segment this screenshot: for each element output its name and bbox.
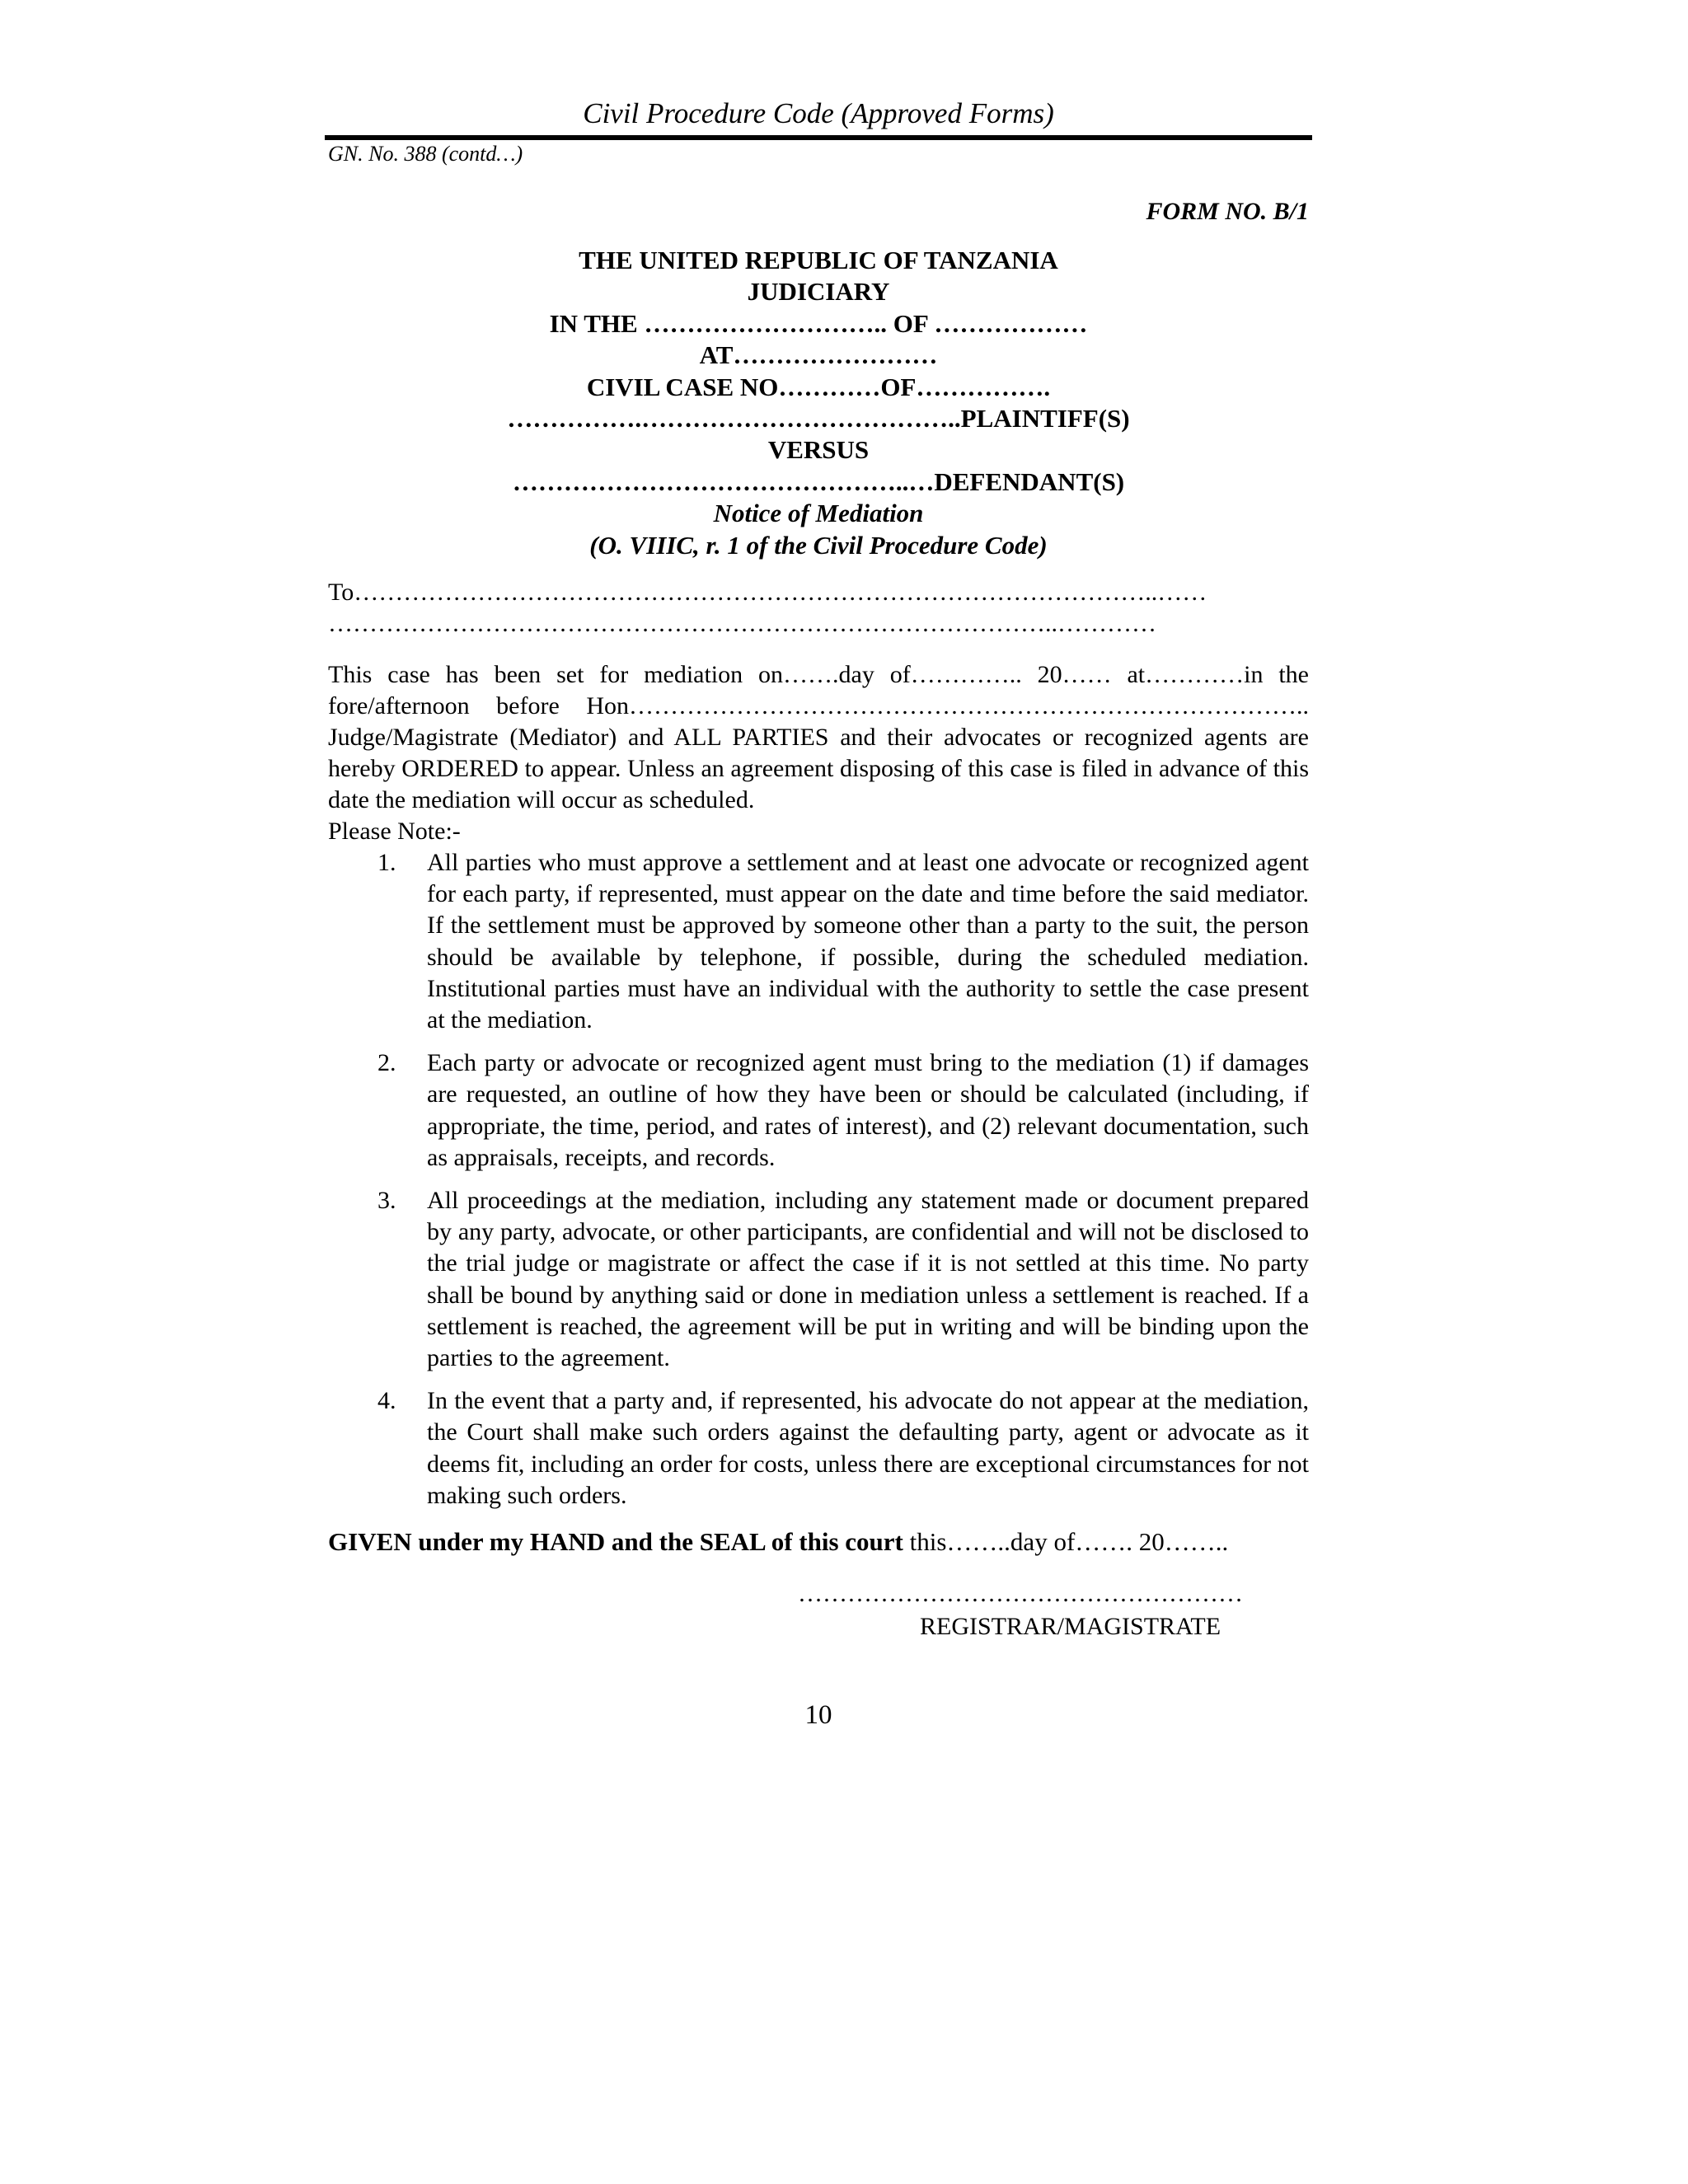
form-heading — [328, 245, 1309, 561]
addressee-line-2: ……………………………………………………………………………..………… — [328, 610, 1156, 637]
notes-list — [328, 847, 1309, 1523]
republic-title: THE UNITED REPUBLIC OF TANZANIA — [579, 246, 1058, 274]
judiciary-title: JUDICIARY — [747, 277, 890, 307]
notice-title: Notice of Mediation — [713, 499, 924, 528]
gazette-notice-line: GN. No. 388 (contd…) — [328, 142, 523, 166]
list-item-number: 2. — [377, 1049, 396, 1077]
signature-line: ……………………………………………… — [798, 1580, 1243, 1607]
signatory-title: REGISTRAR/MAGISTRATE — [920, 1613, 1221, 1640]
list-item-number: 4. — [377, 1387, 396, 1415]
list-item-text: In the event that a party and, if represented, his advocate do not appear at the mediation, the Court shall make such orders against the defaulting party, agent or advocate as it deems fit, including an order for costs, unless there are exceptional circumstances for not making such orders. — [427, 1387, 1309, 1509]
addressee-line-1: To……………………………………………………………………………………..…… — [328, 579, 1207, 606]
mediation-order-paragraph: This case has been set for mediation on…….day of………….. 20…… at…………in the fore/afternoon before Hon……………………………………………………………………….. Judge/Magistrate (Mediator) and ALL PARTIES and their advocates or recognized agents are hereby ORDERED to appear. Unless an agreement disposing of this case is filed in advance of this date the mediation will occur as scheduled. — [328, 661, 1309, 813]
list-item-number: 3. — [377, 1187, 396, 1215]
list-item — [328, 1385, 1309, 1511]
header-rule — [325, 135, 1312, 140]
list-item — [328, 1047, 1309, 1174]
running-head: Civil Procedure Code (Approved Forms) — [583, 97, 1054, 129]
list-item — [328, 847, 1309, 1036]
given-date-text: this……..day of……. 20…….. — [903, 1527, 1229, 1556]
case-number-line: CIVIL CASE NO…………OF……………. — [586, 372, 1051, 401]
list-item-text: All proceedings at the mediation, including any statement made or document prepared by any party, advocate, or other participants, are confidential and will not be disclosed to the trial judge or magistrate or affect the case if it is not settled at this time. No party shall be bound by anything said or done in mediation unless a settlement is reached. If a settlement is reached, the agreement will be put in writing and will be binding upon the parties to the agreement. — [427, 1187, 1309, 1372]
versus-line: VERSUS — [767, 435, 870, 465]
at-line: AT…………………… — [699, 340, 938, 370]
page-number: 10 — [804, 1700, 832, 1730]
given-bold-text: GIVEN under my HAND and the SEAL of this court — [328, 1527, 903, 1556]
notice-reference: (O. VIIIC, r. 1 of the Civil Procedure Code) — [589, 530, 1048, 560]
given-under-hand-line — [328, 1526, 1309, 1558]
please-note-label: Please Note:- — [328, 818, 461, 845]
court-line: IN THE ……………………….. OF ……………… — [549, 308, 1088, 338]
list-item-number: 1. — [377, 849, 396, 876]
defendant-line: ………………………………………..…DEFENDANT(S) — [512, 466, 1125, 496]
list-item — [328, 1185, 1309, 1374]
form-number: FORM NO. B/1 — [1146, 198, 1309, 225]
addressee-block — [328, 577, 1309, 640]
list-item-text: Each party or advocate or recognized agent must bring to the mediation (1) if damages are requested, an outline of how they have been or should be calculated (including, if appropriate, the time, period, and rates of interest), and (2) relevant documentation, such as appraisals, receipts, and records. — [427, 1049, 1309, 1171]
list-item-text: All parties who must approve a settlement and at least one advocate or recognized agent for each party, if represented, must appear on the date and time before the said mediator. If the settlement must be approved by someone other than a party to the suit, the person should be available by telephone, if possible, during the scheduled mediation. Institutional parties must have an individual with the authority to settle the case present at the mediation. — [427, 849, 1309, 1034]
plaintiff-line: …………….………………………………..PLAINTIFF(S) — [507, 404, 1130, 434]
